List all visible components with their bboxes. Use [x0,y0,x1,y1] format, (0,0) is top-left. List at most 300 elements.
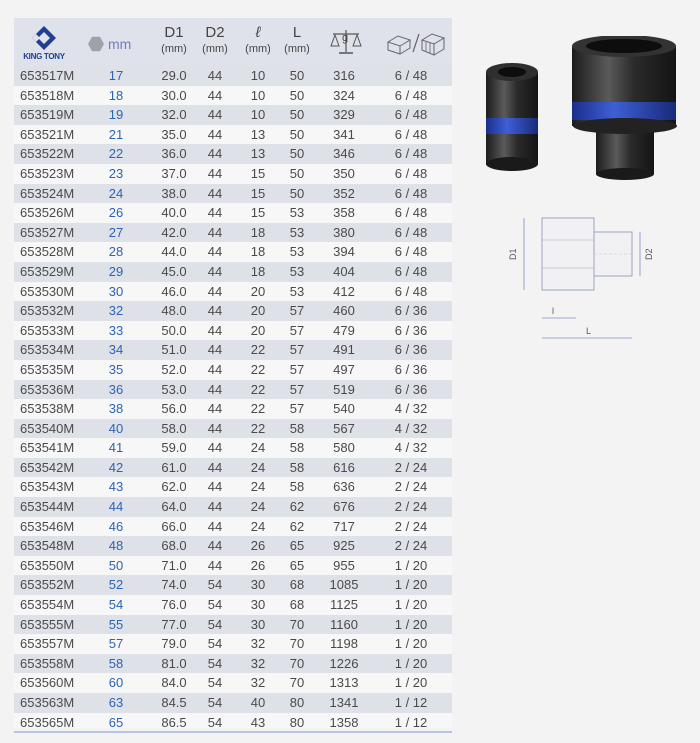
part-number: 653524M [20,185,75,201]
table-row [14,438,452,458]
packing-value: 6 / 36 [394,322,428,338]
packing-header [386,30,446,56]
part-number: 653519M [20,107,75,123]
packing-value: 1 / 20 [394,597,428,613]
socket-size: 50 [108,557,124,573]
length-value: 62 [289,499,305,515]
packing-value: 1 / 20 [394,675,428,691]
length-value: 53 [289,263,305,279]
table-row [14,301,452,321]
packing-value: 6 / 48 [394,126,428,142]
packing-value: 2 / 24 [394,479,428,495]
weight-value: 567 [333,420,355,436]
table-row [14,595,452,615]
l1-value: 18 [250,244,266,260]
part-number: 653522M [20,146,75,162]
l1-value: 10 [250,107,266,123]
part-number: 653558M [20,655,75,671]
socket-size: 29 [108,263,124,279]
length-value: 57 [289,381,305,397]
length-value: 57 [289,303,305,319]
small-socket [486,63,538,171]
length-value: 50 [289,87,305,103]
part-number: 653563M [20,695,75,710]
part-number: 653565M [20,714,75,730]
table-row [14,203,452,223]
packing-value: 6 / 48 [394,107,428,123]
table-row [14,184,452,204]
d1-value: 62.0 [161,479,187,495]
table-header [14,18,452,66]
packing-value: 6 / 36 [394,303,428,319]
d2-value: 44 [207,381,223,397]
weight-value: 404 [333,263,355,279]
length-value: 53 [289,283,305,299]
packing-value: 4 / 32 [394,420,428,436]
weight-value: 460 [333,303,355,319]
table-row [14,693,452,713]
d1-value: 64.0 [161,499,187,515]
d1-value: 61.0 [161,459,187,475]
socket-size: 54 [108,597,124,613]
socket-size: 40 [108,420,124,436]
table-row [14,340,452,360]
dimension-drawing [500,200,680,350]
packing-value: 6 / 48 [394,146,428,162]
socket-size: 60 [108,675,124,691]
table-row [14,713,452,733]
socket-size: 43 [108,479,124,495]
socket-size: 34 [108,342,124,358]
weight-value: 925 [333,538,355,554]
spec-table [14,18,452,728]
socket-size: 27 [108,224,124,240]
l1-value: 15 [250,165,266,181]
socket-size: 33 [108,322,124,338]
d1-value: 84.0 [161,675,187,691]
length-value: 57 [289,401,305,417]
table-row [14,223,452,243]
d1-value: 42.0 [161,224,187,240]
d2-value: 44 [207,401,223,417]
packing-value: 1 / 20 [394,616,428,632]
part-number: 653526M [20,205,75,221]
l1-value: 32 [250,655,266,671]
l1-value: 15 [250,185,266,201]
l1-value: 26 [250,557,266,573]
d1-value: 79.0 [161,636,187,652]
part-number: 653555M [20,616,75,632]
socket-size: 26 [108,205,124,221]
l1-value: 22 [250,401,266,417]
part-number: 653518M [20,87,75,103]
d1-value: 58.0 [161,420,187,436]
d2-value: 54 [207,597,223,613]
l1-value: 30 [250,597,266,613]
weight-value: 329 [333,107,355,123]
part-number: 653552M [20,577,75,593]
table-row [14,419,452,439]
part-number: 653548M [20,538,75,554]
table-row [14,673,452,693]
box-carton-icon [386,30,446,56]
table-row [14,556,452,576]
part-number: 653536M [20,381,75,397]
length-value: 65 [289,557,305,573]
part-number: 653546M [20,518,75,534]
table-row [14,380,452,400]
l1-header: ℓ (mm) [245,24,271,55]
l1-value: 24 [250,518,266,534]
socket-size: 22 [108,146,124,162]
part-number: 653530M [20,283,75,299]
table-row [14,86,452,106]
packing-value: 6 / 48 [394,244,428,260]
weight-value: 350 [333,165,355,181]
table-row [14,164,452,184]
packing-value: 2 / 24 [394,499,428,515]
weight-value: 1160 [330,616,358,632]
part-number: 653557M [20,636,75,652]
packing-value: 6 / 48 [394,205,428,221]
d2-value: 44 [207,87,223,103]
socket-size: 24 [108,185,124,201]
length-value: 50 [289,68,305,83]
part-number: 653527M [20,224,75,240]
part-number: 653528M [20,244,75,260]
length-value: 58 [289,479,305,495]
length-value: 58 [289,420,305,436]
d2-value: 44 [207,479,223,495]
length-value: 58 [289,459,305,475]
d2-value: 54 [207,655,223,671]
packing-value: 6 / 48 [394,87,428,103]
weight-value: 676 [333,499,355,515]
part-number: 653529M [20,263,75,279]
d2-value: 54 [207,714,223,730]
length-value: 50 [289,185,305,201]
d1-value: 53.0 [161,381,187,397]
weight-value: 346 [333,146,355,162]
weight-value: 1226 [329,655,359,671]
part-number: 653521M [20,126,75,142]
d2-value: 44 [207,322,223,338]
weight-value: 519 [333,381,355,397]
length-value: 53 [289,224,305,240]
l1-value: 24 [250,479,266,495]
d1-value: 74.0 [161,577,187,593]
length-value: 62 [289,518,305,534]
weight-value: 1341 [329,695,359,710]
l1-value: 24 [250,459,266,475]
table-row [14,536,452,556]
table-row [14,399,452,419]
table-row [14,517,452,537]
l1-value: 13 [250,146,266,162]
d2-value: 44 [207,224,223,240]
drawing-d1-label: D1 [508,248,518,260]
socket-size: 30 [108,283,124,299]
socket-size: 23 [108,165,124,181]
table-row [14,262,452,282]
table-row [14,497,452,517]
l1-value: 20 [250,303,266,319]
d2-value: 44 [207,342,223,358]
d2-value: 44 [207,420,223,436]
packing-value: 6 / 48 [394,263,428,279]
part-number: 653517M [20,68,75,83]
gram-label: g [342,32,349,44]
table-row [14,66,452,86]
size-column-header [88,36,144,54]
table-row [14,575,452,595]
part-number: 653554M [20,597,75,613]
d2-value: 44 [207,107,223,123]
length-value: 80 [289,714,305,730]
d1-value: 50.0 [161,322,187,338]
l1-value: 15 [250,205,266,221]
weight-value: 1358 [329,714,359,730]
packing-value: 6 / 48 [394,224,428,240]
length-value: 53 [289,244,305,260]
d2-value: 54 [207,577,223,593]
socket-size: 57 [108,636,124,652]
d1-value: 30.0 [161,87,187,103]
socket-size: 28 [108,244,124,260]
part-number: 653532M [20,303,75,319]
table-row [14,615,452,635]
d1-value: 29.0 [161,68,187,83]
l1-value: 32 [250,675,266,691]
large-socket [572,36,677,180]
packing-value: 1 / 20 [394,577,428,593]
d2-value: 44 [207,283,223,299]
length-value: 50 [289,165,305,181]
d2-value: 54 [207,616,223,632]
weight-value: 540 [333,401,355,417]
d1-value: 38.0 [161,185,187,201]
weight-value: 636 [333,479,355,495]
length-value: 53 [289,205,305,221]
d2-value: 44 [207,361,223,377]
brand-logo [18,24,70,62]
l1-value: 20 [250,322,266,338]
socket-size: 36 [108,381,124,397]
packing-value: 2 / 24 [394,459,428,475]
l1-value: 13 [250,126,266,142]
weight-value: 380 [333,224,355,240]
weight-value: 616 [333,459,355,475]
d1-value: 37.0 [161,165,187,181]
l1-value: 24 [250,440,266,456]
socket-size: 35 [108,361,124,377]
d2-value: 44 [207,499,223,515]
packing-value: 2 / 24 [394,518,428,534]
d2-value: 44 [207,518,223,534]
table-row [14,144,452,164]
d2-value: 44 [207,146,223,162]
table-body [14,66,452,732]
packing-value: 6 / 48 [394,185,428,201]
d1-value: 68.0 [161,538,187,554]
table-row [14,242,452,262]
socket-size: 58 [108,655,124,671]
l1-value: 18 [250,224,266,240]
weight-value: 358 [333,205,355,221]
socket-size: 52 [108,577,124,593]
d1-value: 71.0 [161,557,187,573]
packing-value: 1 / 20 [394,557,428,573]
socket-size: 55 [108,616,124,632]
socket-size: 18 [108,87,124,103]
l1-value: 22 [250,342,266,358]
packing-value: 6 / 48 [394,165,428,181]
l1-value: 22 [250,420,266,436]
socket-size: 38 [108,401,124,417]
length-value: 70 [289,675,305,691]
socket-size: 41 [108,440,124,456]
socket-size: 42 [108,459,124,475]
table-row [14,634,452,654]
l1-value: 10 [250,87,266,103]
part-number: 653542M [20,459,75,475]
l1-value: 24 [250,499,266,515]
mm-label: mm [108,36,132,52]
table-row [14,458,452,478]
drawing-L-label: L [586,326,592,336]
table-row [14,321,452,341]
packing-value: 6 / 36 [394,361,428,377]
l1-value: 22 [250,361,266,377]
weight-value: 394 [333,244,355,260]
weight-value: 1125 [330,597,358,613]
l1-value: 20 [250,283,266,299]
d1-value: 35.0 [161,126,187,142]
table-row [14,654,452,674]
d2-value: 44 [207,459,223,475]
weight-value: 412 [333,283,355,299]
d1-value: 56.0 [161,401,187,417]
length-value: 57 [289,361,305,377]
weight-value: 580 [333,440,355,456]
d2-header: D2 (mm) [202,24,228,55]
packing-value: 4 / 32 [394,401,428,417]
divider [14,731,452,733]
d2-value: 54 [207,636,223,652]
d1-value: 77.0 [161,616,187,632]
d2-value: 44 [207,205,223,221]
d2-value: 44 [207,244,223,260]
packing-value: 1 / 12 [394,695,428,710]
socket-size: 21 [108,126,124,142]
weight-value: 497 [333,361,355,377]
d2-value: 44 [207,68,223,83]
l1-value: 22 [250,381,266,397]
length-value: 57 [289,342,305,358]
d2-value: 44 [207,185,223,201]
l1-value: 10 [250,68,266,83]
packing-value: 1 / 12 [394,714,428,730]
part-number: 653543M [20,479,75,495]
length-value: 70 [289,636,305,652]
socket-size: 48 [108,538,124,554]
table-row [14,105,452,125]
table-row [14,360,452,380]
drawing-l-label: l [552,306,554,316]
socket-size: 63 [108,695,124,710]
weight-value: 316 [333,68,355,83]
part-number: 653540M [20,420,75,436]
l1-value: 30 [250,616,266,632]
packing-value: 6 / 48 [394,68,428,83]
packing-value: 6 / 36 [394,342,428,358]
part-number: 653523M [20,165,75,181]
d1-value: 44.0 [161,244,187,260]
d2-value: 44 [207,557,223,573]
table-row [14,282,452,302]
d2-value: 54 [207,695,223,710]
socket-size: 17 [108,68,124,83]
d1-value: 46.0 [161,283,187,299]
packing-value: 6 / 48 [394,283,428,299]
length-value: 68 [289,597,305,613]
brand-name: KING TONY [23,52,65,61]
socket-size: 19 [108,107,124,123]
part-number: 653535M [20,361,75,377]
d1-value: 32.0 [161,107,187,123]
d2-value: 44 [207,440,223,456]
hex-icon [88,36,104,52]
socket-size: 65 [108,714,124,730]
weight-value: 352 [333,185,355,201]
l1-value: 40 [250,695,266,710]
l1-value: 32 [250,636,266,652]
d2-value: 54 [207,675,223,691]
packing-value: 6 / 36 [394,381,428,397]
length-value: 70 [289,616,305,632]
socket-size: 44 [108,499,124,515]
weight-value: 955 [333,557,355,573]
d1-value: 51.0 [161,342,187,358]
part-number: 653538M [20,401,75,417]
d1-value: 45.0 [161,263,187,279]
d1-value: 59.0 [161,440,187,456]
length-value: 68 [289,577,305,593]
d2-value: 44 [207,538,223,554]
weight-value: 341 [333,126,355,142]
length-value: 50 [289,126,305,142]
weight-value: 479 [333,322,355,338]
packing-value: 2 / 24 [394,538,428,554]
drawing-d2-label: D2 [644,248,654,260]
d1-header: D1 (mm) [161,24,187,55]
weight-value: 324 [333,87,355,103]
weight-value: 1085 [329,577,359,593]
part-number: 653560M [20,675,75,691]
d1-value: 40.0 [161,205,187,221]
d1-value: 86.5 [161,714,187,730]
d1-value: 81.0 [161,655,187,671]
d2-value: 44 [207,303,223,319]
packing-value: 1 / 20 [394,655,428,671]
weight-value: 717 [333,518,355,534]
d1-value: 66.0 [161,518,187,534]
l1-value: 26 [250,538,266,554]
length-value: 50 [289,107,305,123]
weight-value: 491 [333,342,355,358]
brand-logo-icon [18,24,70,54]
d1-value: 48.0 [161,303,187,319]
